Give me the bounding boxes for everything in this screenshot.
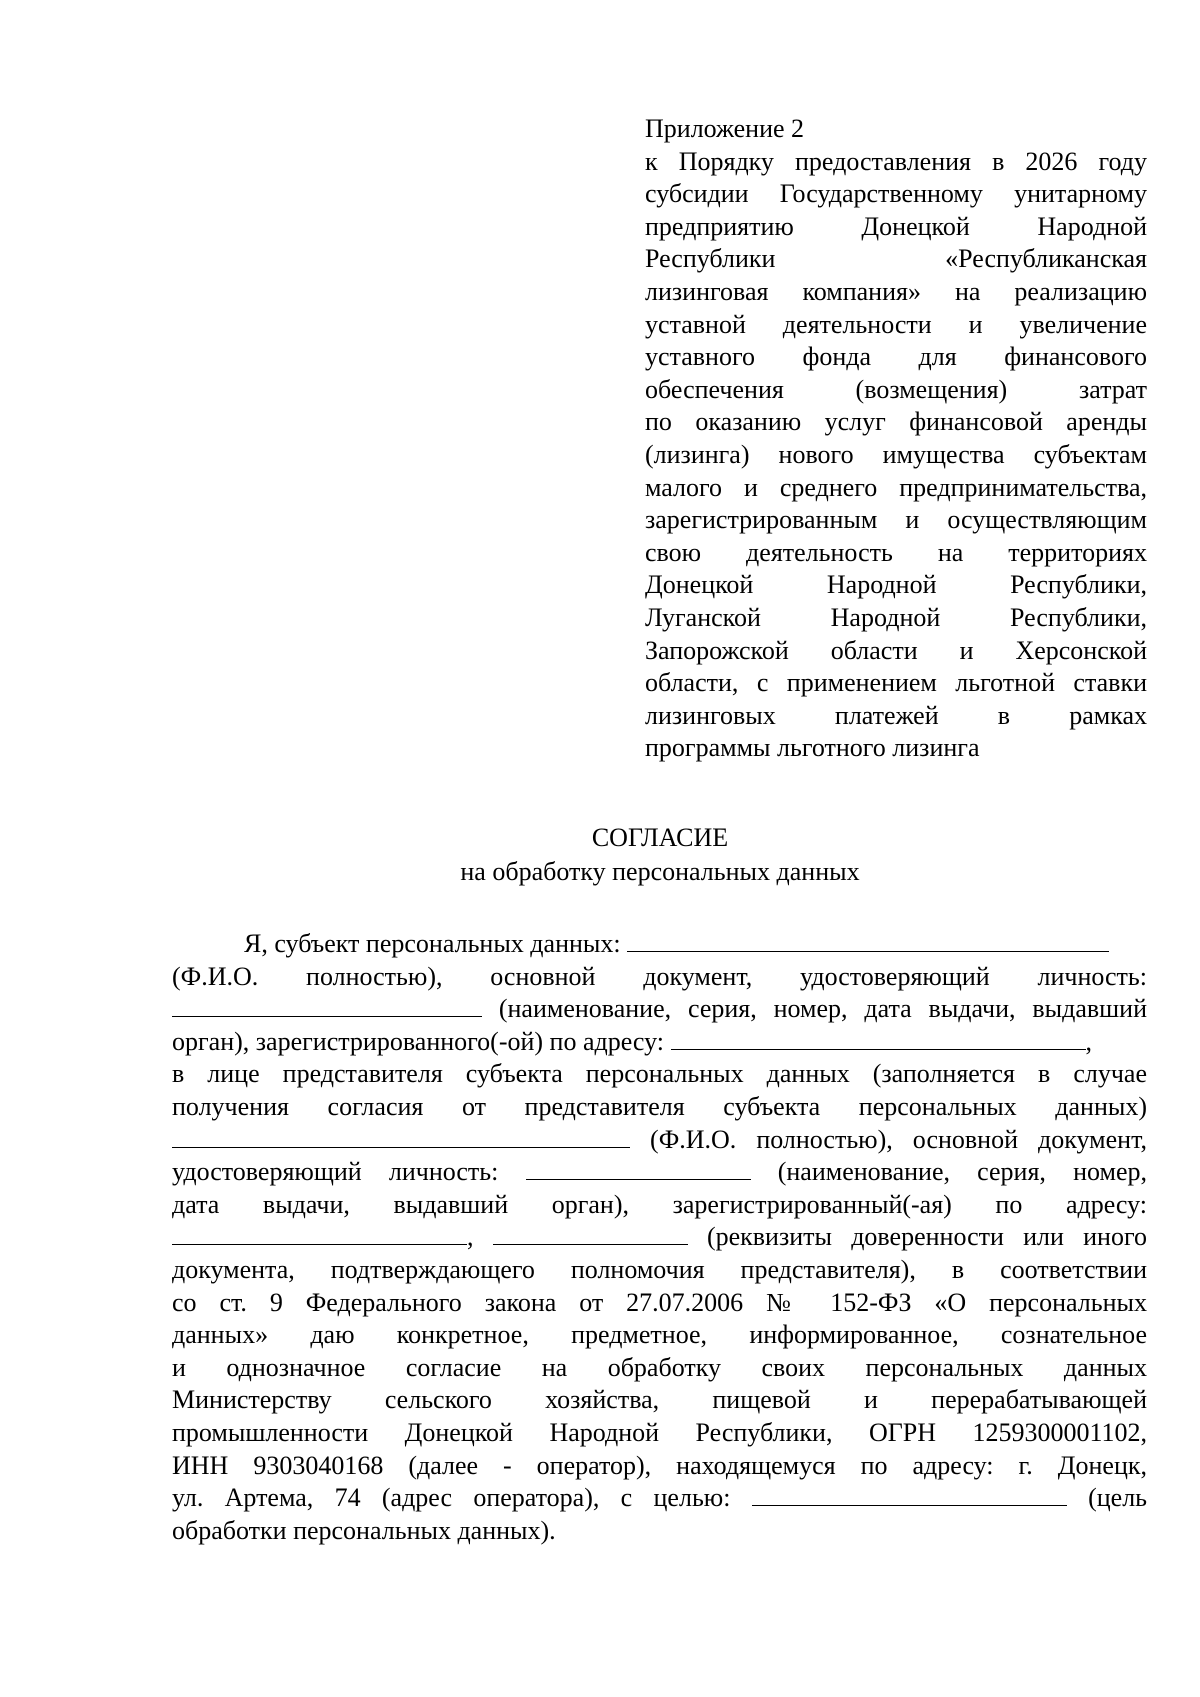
appendix-line: свою деятельность на территориях	[645, 537, 1147, 567]
body-line	[172, 1026, 1147, 1059]
body-line: получения согласия от представителя субъекта персональных данных)	[172, 1091, 1147, 1121]
body-text-fragment: (Ф.И.О. полностью), основной документ,	[650, 1124, 1147, 1154]
representative-document-blank[interactable]	[526, 1159, 751, 1180]
appendix-line: Запорожской области и Херсонской	[645, 635, 1147, 665]
body-text-fragment: Я, субъект персональных данных:	[244, 929, 621, 958]
body-line: в лице представителя субъекта персональных данных (заполняется в случае	[172, 1059, 1147, 1089]
appendix-line: Приложение 2	[645, 114, 805, 143]
appendix-line: области, с применением льготной ставки	[645, 668, 1147, 698]
subject-name-blank[interactable]	[627, 931, 1109, 952]
body-text-fragment: (наименование, серия, номер,	[777, 1157, 1148, 1187]
appendix-line: зарегистрированным и осуществляющим	[645, 505, 1147, 535]
body-line: промышленности Донецкой Народной Республики, ОГРН 1259300001102,	[172, 1417, 1147, 1447]
appendix-line: (лизинга) нового имущества субъектам	[645, 439, 1147, 469]
appendix-line: субсидии Государственному унитарному	[645, 179, 1147, 209]
body-line: (Ф.И.О. полностью), основной документ, удостоверяющий личность:	[172, 961, 1147, 991]
representative-address-blank[interactable]	[172, 1224, 467, 1245]
appendix-line: уставного фонда для финансового	[645, 342, 1147, 372]
appendix-line: Республики «Республиканская	[645, 244, 1147, 274]
body-line: Министерству сельского хозяйства, пищевой и перерабатывающей	[172, 1385, 1147, 1415]
appendix-line: предприятию Донецкой Народной	[645, 211, 1147, 241]
body-line: обработки персональных данных).	[172, 1515, 556, 1545]
body-text-fragment: ,	[467, 1222, 474, 1252]
body-text-fragment: орган), зарегистрированного(-ой) по адресу:	[172, 1026, 664, 1056]
body-line	[172, 1221, 1147, 1254]
appendix-line: Донецкой Народной Республики,	[645, 570, 1147, 600]
body-line: данных» даю конкретное, предметное, информированное, сознательное	[172, 1320, 1147, 1350]
power-of-attorney-blank[interactable]	[493, 1224, 688, 1245]
appendix-line: по оказанию услуг финансовой аренды	[645, 407, 1147, 437]
appendix-line: Луганской Народной Республики,	[645, 602, 1147, 632]
appendix-line: лизинговая компания» на реализацию	[645, 276, 1147, 306]
body-line: документа, подтверждающего полномочия представителя), в соответствии	[172, 1254, 1147, 1284]
document-title: СОГЛАСИЕ	[591, 823, 729, 852]
appendix-line: лизинговых платежей в рамках	[645, 700, 1147, 730]
appendix-line: программы льготного лизинга	[645, 733, 980, 763]
appendix-line: уставной деятельности и увеличение	[645, 309, 1147, 339]
appendix-line: к Порядку предоставления в 2026 году	[645, 146, 1147, 176]
subject-document-blank[interactable]	[172, 996, 482, 1017]
body-line	[172, 1124, 1147, 1157]
body-line: дата выдачи, выдавший орган), зарегистрированный(-ая) по адресу:	[172, 1189, 1147, 1219]
representative-name-blank[interactable]	[172, 1127, 630, 1148]
body-line	[172, 1156, 1147, 1189]
body-text-fragment: ул. Артема, 74 (адрес оператора), с целью:	[172, 1483, 731, 1513]
processing-purpose-blank[interactable]	[752, 1485, 1067, 1506]
body-text-fragment: (реквизиты доверенности или иного	[706, 1222, 1147, 1252]
body-line: ИНН 9303040168 (далее - оператор), находящемуся по адресу: г. Донецк,	[172, 1450, 1147, 1480]
body-line	[172, 1482, 1147, 1515]
appendix-header	[645, 113, 1147, 765]
body-line	[172, 928, 1147, 961]
body-text-fragment: (цель	[1088, 1483, 1148, 1513]
body-text-fragment: (наименование, серия, номер, дата выдачи, выдавший	[498, 994, 1148, 1024]
body-line: со ст. 9 Федерального закона от 27.07.2006 № 152-ФЗ «О персональных	[172, 1287, 1147, 1317]
body-line	[172, 993, 1147, 1026]
consent-body	[172, 928, 1147, 1547]
appendix-line: малого и среднего предпринимательства,	[645, 472, 1147, 502]
subject-address-blank[interactable]	[671, 1029, 1086, 1050]
body-line: и однозначное согласие на обработку своих персональных данных	[172, 1352, 1147, 1382]
appendix-line: обеспечения (возмещения) затрат	[645, 374, 1147, 404]
body-text-fragment: ,	[1085, 1026, 1092, 1056]
body-text-fragment: удостоверяющий личность:	[172, 1157, 499, 1187]
document-subtitle: на обработку персональных данных	[460, 857, 860, 886]
